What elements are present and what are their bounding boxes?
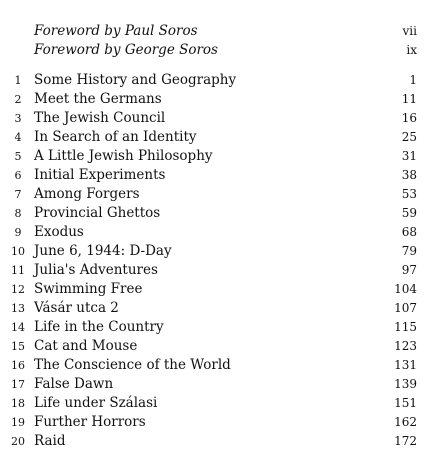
entry-page: ix <box>406 43 417 57</box>
chapter-number: 19 <box>11 416 25 429</box>
chapter-number: 15 <box>11 340 25 353</box>
chapter-number: 16 <box>11 359 25 372</box>
chapter-page: 31 <box>401 149 417 163</box>
chapter-number: 6 <box>14 169 22 182</box>
toc-entry <box>0 432 441 451</box>
toc-entry <box>0 90 441 109</box>
toc-entry <box>0 109 441 128</box>
chapter-page: 38 <box>401 168 417 182</box>
toc-entry <box>0 318 441 337</box>
toc-entry <box>0 242 441 261</box>
chapter-number: 13 <box>11 302 25 315</box>
chapter-title: The Conscience of the World <box>34 357 231 373</box>
chapter-number: 8 <box>14 207 22 220</box>
toc-entry-foreword-paul <box>0 22 441 41</box>
chapter-number: 7 <box>14 188 22 201</box>
chapter-page: 115 <box>394 320 417 334</box>
chapter-number: 17 <box>11 378 25 391</box>
chapter-page: 79 <box>401 244 417 258</box>
chapter-page: 68 <box>401 225 417 239</box>
chapter-number: 14 <box>11 321 25 334</box>
chapter-title: Among Forgers <box>34 186 140 202</box>
toc-entry <box>0 394 441 413</box>
toc-entry <box>0 261 441 280</box>
chapter-number: 9 <box>14 226 22 239</box>
toc-entry <box>0 299 441 318</box>
entry-title: Foreword by George Soros <box>34 42 218 58</box>
chapter-number: 18 <box>11 397 25 410</box>
chapter-title: Cat and Mouse <box>34 338 138 354</box>
toc-entry <box>0 166 441 185</box>
chapter-page: 1 <box>409 73 417 87</box>
chapter-title: Provincial Ghettos <box>34 205 161 221</box>
toc-entry <box>0 223 441 242</box>
chapter-page: 172 <box>394 434 417 448</box>
chapter-page: 104 <box>394 282 417 296</box>
toc-entry <box>0 204 441 223</box>
chapter-page: 123 <box>394 339 417 353</box>
chapter-page: 107 <box>394 301 417 315</box>
toc-entry <box>0 128 441 147</box>
chapter-page: 139 <box>394 377 417 391</box>
front-matter-list <box>0 22 441 60</box>
chapter-page: 11 <box>401 92 417 106</box>
chapter-title: Life in the Country <box>34 319 164 335</box>
chapter-page: 151 <box>394 396 417 410</box>
chapter-number: 5 <box>14 150 22 163</box>
section-gap <box>0 60 441 71</box>
toc-entry <box>0 337 441 356</box>
chapter-title: Life under Szálasi <box>34 395 158 411</box>
chapter-page: 162 <box>394 415 417 429</box>
chapter-number: 10 <box>11 245 25 258</box>
toc-entry <box>0 375 441 394</box>
chapter-page: 131 <box>394 358 417 372</box>
chapter-number: 4 <box>14 131 22 144</box>
chapter-title: In Search of an Identity <box>34 129 197 145</box>
chapter-title: The Jewish Council <box>34 110 166 126</box>
toc-entry <box>0 71 441 90</box>
chapter-page: 53 <box>401 187 417 201</box>
chapter-title: Some History and Geography <box>34 72 237 88</box>
entry-title: Foreword by Paul Soros <box>34 23 198 39</box>
chapter-title: Initial Experiments <box>34 167 166 183</box>
chapter-page: 25 <box>401 130 417 144</box>
chapter-number: 2 <box>14 93 22 106</box>
chapter-title: Exodus <box>34 224 84 240</box>
chapter-page: 16 <box>401 111 417 125</box>
chapter-number: 11 <box>11 264 25 277</box>
chapter-number: 3 <box>14 112 22 125</box>
chapter-title: Further Horrors <box>34 414 146 430</box>
toc-entry <box>0 280 441 299</box>
chapter-title: Raid <box>34 433 66 449</box>
chapter-number: 12 <box>11 283 25 296</box>
chapter-page: 97 <box>401 263 417 277</box>
toc-entry <box>0 147 441 166</box>
chapter-title: A Little Jewish Philosophy <box>34 148 213 164</box>
chapter-title: Julia's Adventures <box>34 262 158 278</box>
chapter-number: 20 <box>11 435 25 448</box>
entry-page: vii <box>402 24 417 38</box>
chapter-title: Meet the Germans <box>34 91 162 107</box>
chapter-page: 59 <box>401 206 417 220</box>
chapter-title: Swimming Free <box>34 281 143 297</box>
chapter-title: Vásár utca 2 <box>34 300 119 316</box>
chapter-number: 1 <box>14 74 22 87</box>
toc-entry-foreword-george <box>0 41 441 60</box>
chapter-list <box>0 71 441 451</box>
toc-entry <box>0 185 441 204</box>
chapter-title: False Dawn <box>34 376 114 392</box>
toc-entry <box>0 413 441 432</box>
toc-entry <box>0 356 441 375</box>
chapter-title: June 6, 1944: D-Day <box>34 243 172 259</box>
